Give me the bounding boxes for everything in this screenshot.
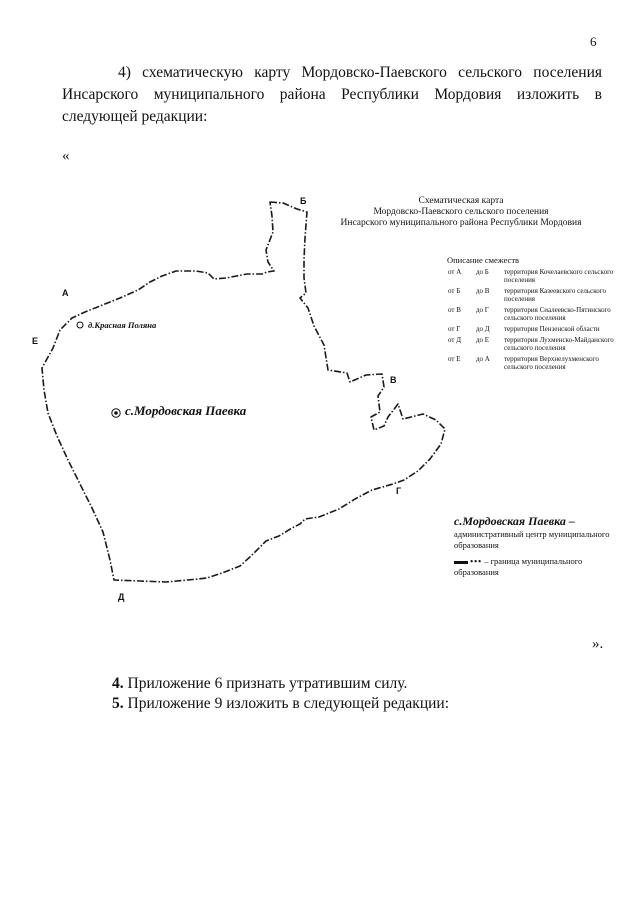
adjacency-from: от Е <box>448 355 461 363</box>
adjacency-desc: территория Сиалеевско-Пятинского сельского поселения <box>504 306 611 322</box>
adjacency-from: от Г <box>448 325 461 333</box>
municipal-boundary <box>42 202 445 582</box>
legend-center-dash: – <box>565 514 575 528</box>
intro-line-3: следующей редакции: <box>62 108 208 125</box>
legend-border <box>454 556 624 578</box>
adjacency-to: до Д <box>476 325 490 333</box>
intro-line-1: 4) схематическую карту Мордовско-Паевского сельского поселения <box>118 64 602 81</box>
legend-center-name: с.Мордовская Паевка <box>454 514 566 528</box>
legend-center-description: административный центр муниципального образования <box>454 529 610 550</box>
item-5-number: 5. <box>112 695 124 712</box>
point-v-label: В <box>390 375 397 385</box>
adjacency-to: до В <box>476 287 490 295</box>
opening-quote: « <box>62 148 70 164</box>
page-number: 6 <box>590 34 597 49</box>
adjacency-desc: территория Верхнелухменского сельского поселения <box>504 355 599 371</box>
legend-dots-symbol: ••• <box>470 556 483 566</box>
adjacency-to: до Г <box>476 306 489 314</box>
village-marker-center-inner <box>114 411 118 415</box>
map-title <box>322 196 600 229</box>
adjacency-from: от В <box>448 306 461 314</box>
closing-quote: ». <box>592 636 604 652</box>
item-5-text: Приложение 9 изложить в следующей редакции: <box>123 695 450 712</box>
item-4-text: Приложение 6 признать утратившим силу. <box>123 675 408 692</box>
village-mordovskaya-paevka: с.Мордовская Паевка <box>125 403 247 418</box>
adjacency-from: от Д <box>448 336 461 344</box>
items-list <box>112 674 449 714</box>
adjacency-from: от А <box>448 268 462 276</box>
legend-line-symbol <box>454 561 468 564</box>
legend-center <box>454 514 575 529</box>
adjacency-row <box>448 325 624 333</box>
map-title-line-3: Инсарского муниципального района Республики Мордовия <box>340 218 582 228</box>
point-g-label: Г <box>396 486 402 496</box>
adjacency-row <box>448 336 624 352</box>
adjacency-desc: территория Кочелаевского сельского поселения <box>504 268 614 284</box>
item-4-number: 4. <box>112 675 124 692</box>
item-4 <box>112 674 449 694</box>
adjacency-to: до А <box>476 355 490 363</box>
village-krasnaya-polyana: д.Красная Поляна <box>88 320 157 330</box>
adjacency-row <box>448 306 624 322</box>
item-5 <box>112 694 449 714</box>
village-marker-small <box>77 322 83 328</box>
map-title-line-2: Мордовско-Паевского сельского поселения <box>373 207 549 217</box>
point-b-label: Б <box>300 196 307 206</box>
adjacency-row <box>448 355 624 371</box>
point-d-label: Д <box>118 592 125 602</box>
adjacency-table <box>448 268 624 374</box>
map-title-line-1: Схематическая карта <box>418 196 504 206</box>
legend-border-description: – граница муниципального образования <box>454 556 583 577</box>
adjacency-desc: территория Пензенской области <box>504 325 600 333</box>
adjacency-row <box>448 287 624 303</box>
adjacency-row <box>448 268 624 284</box>
point-e-label: Е <box>32 336 39 346</box>
adjacency-to: до Е <box>476 336 490 344</box>
point-a-label: А <box>62 288 69 298</box>
adjacency-header: Описание смежеств <box>447 255 520 265</box>
adjacency-from: от Б <box>448 287 461 295</box>
intro-line-2: Инсарского муниципального района Республики Мордовия изложить в <box>62 86 602 103</box>
adjacency-desc: территория Лухменско-Майданского сельского поселения <box>504 336 614 352</box>
adjacency-desc: территория Казеевского сельского поселения <box>504 287 606 303</box>
adjacency-to: до Б <box>476 268 489 276</box>
